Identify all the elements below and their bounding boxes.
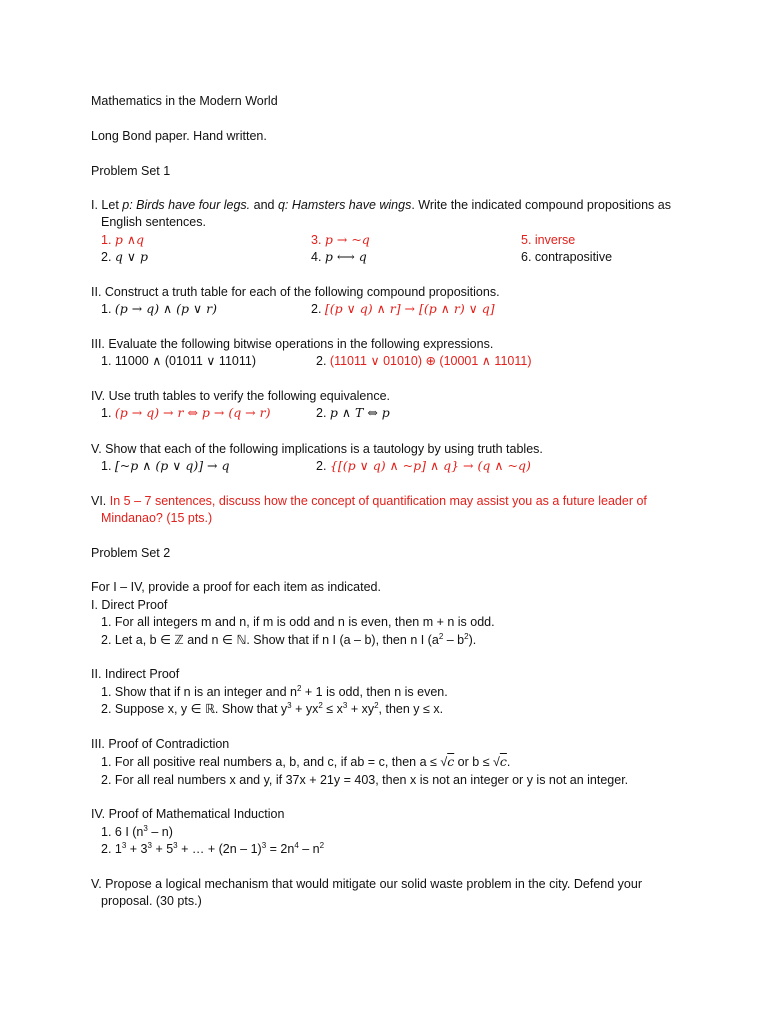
ps1-section-vi-line2: Mindanao? (15 pts.): [101, 511, 213, 525]
i-item-1: 1. p ∧q: [101, 232, 145, 247]
i-item-2: 2. q ∨ p: [101, 249, 149, 264]
problem-set-1-title: Problem Set 1: [91, 164, 171, 178]
ps1-section-ii: II. Construct a truth table for each of the following compound propositions.: [91, 285, 500, 299]
direct-proof-item-2: 2. Let a, b ∈ ℤ and n ∈ ℕ. Show that if n I (a – b), then n I $(a^2 - b^2)$.: [101, 631, 477, 647]
induction-item-2: 2. $1^3 + 3^3 + 5^3$ + … + $(2n - 1)^3 = 2n^4 - n^2$: [101, 840, 325, 856]
i-item-5: 5. inverse: [521, 233, 576, 247]
ps2-induction-title: IV. Proof of Mathematical Induction: [91, 807, 285, 821]
ps1-section-iv: IV. Use truth tables to verify the following equivalence.: [91, 389, 391, 403]
ps1-section-i-line2: English sentences.: [101, 215, 206, 229]
ps2-indirect-proof-title: II. Indirect Proof: [91, 667, 180, 681]
let-text: I. Let: [91, 198, 123, 212]
ps2-section-v-line2: proposal. (30 pts.): [101, 894, 202, 908]
course-title: Mathematics in the Modern World: [91, 94, 278, 108]
iii-item-1: 1. 11000 ∧ (01011 ∨ 11011): [101, 354, 256, 368]
indirect-proof-item-2: 2. Suppose x, y ∈ ℝ. Show that $y^3 + yx^2 \le x^3 + xy^2$, then y ≤ x.: [101, 700, 444, 716]
ps2-direct-proof-title: I. Direct Proof: [91, 598, 168, 612]
ps1-section-vi: VI. In 5 – 7 sentences, discuss how the concept of quantification may assist you as a future leader of: [91, 494, 647, 508]
indirect-proof-item-1: 1. Show that if n is an integer and $n^2 + 1$ is odd, then n is even.: [101, 683, 448, 699]
v-item-1: 1. [~p ∧ (p ∨ q)] → q: [101, 458, 230, 473]
v-item-2: 2. {[(p ∨ q) ∧ ~p] ∧ q} → (q ∧ ~q): [316, 458, 531, 473]
ps1-section-i: [91, 197, 671, 213]
paper-instruction: Long Bond paper. Hand written.: [91, 129, 267, 143]
iv-item-2: 2. p ∧ T ⇔ p: [316, 405, 390, 420]
iii-item-2: 2. (11011 ∨ 01010) ⊕ (10001 ∧ 11011): [316, 354, 532, 368]
problem-set-2-title: Problem Set 2: [91, 546, 171, 560]
ps2-section-v: V. Propose a logical mechanism that would mitigate our solid waste problem in the city. Defend your: [91, 877, 642, 891]
ps1-section-iii: III. Evaluate the following bitwise operations in the following expressions.: [91, 337, 494, 351]
direct-proof-item-1: 1. For all integers m and n, if m is odd and n is even, then m + n is odd.: [101, 615, 495, 629]
induction-item-1: 1. 6 I $(n^3 - n)$: [101, 823, 173, 839]
contradiction-item-1: 1. For all positive real numbers a, b, and c, if ab = c, then a ≤ √c or b ≤ √c.: [101, 754, 511, 769]
contradiction-item-2: 2. For all real numbers x and y, if 37x + 21y = 403, then x is not an integer or y is not an integer.: [101, 773, 629, 787]
instruction-rest: . Write the indicated compound propositions as: [411, 198, 671, 212]
i-item-3: 3. p → ~q: [311, 232, 370, 247]
i-item-4: 4. p ⟷ q: [311, 249, 367, 264]
ps2-intro: For I – IV, provide a proof for each item as indicated.: [91, 580, 381, 594]
iv-item-1: 1. (p → q) → r ⇔ p → (q → r): [101, 405, 271, 420]
ps2-contradiction-title: III. Proof of Contradiction: [91, 737, 230, 751]
p-definition: p: Birds have four legs.: [122, 198, 251, 212]
ps1-section-v: V. Show that each of the following implications is a tautology by using truth tables.: [91, 442, 543, 456]
ii-item-1: 1. (p → q) ∧ (p ∨ r): [101, 301, 218, 316]
ii-item-2: 2. [(p ∨ q) ∧ r] → [(p ∧ r) ∨ q]: [311, 301, 495, 316]
and-text: and: [250, 198, 278, 212]
q-definition: q: Hamsters have wings: [277, 198, 412, 212]
i-item-6: 6. contrapositive: [521, 250, 613, 264]
